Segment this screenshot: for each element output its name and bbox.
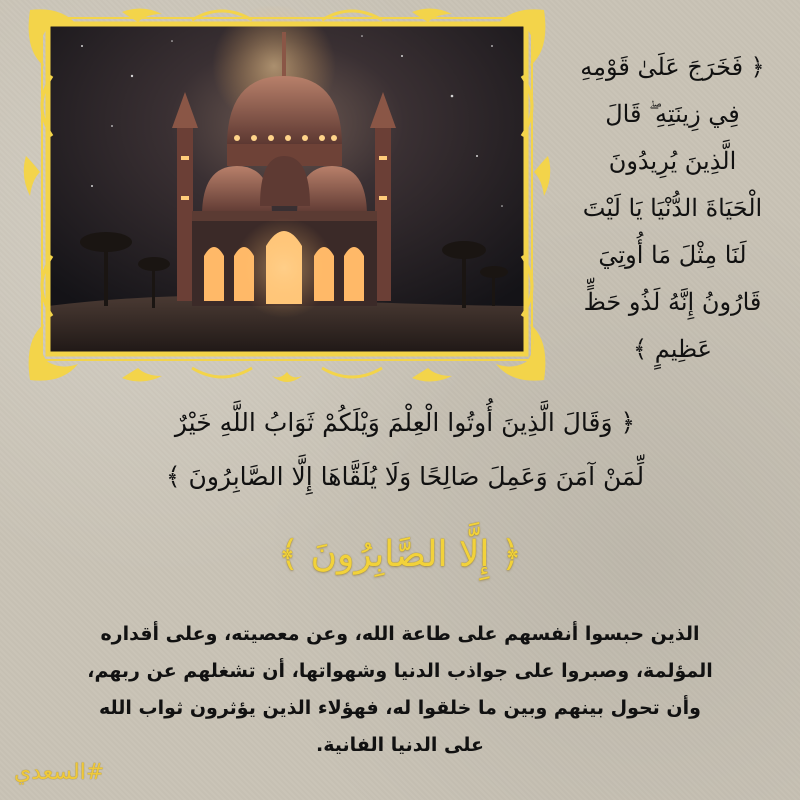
explanation-line: على الدنيا الفانية. [316,734,484,756]
verse-side-line: عَظِيمٍ ﴾ [633,335,712,363]
verse-side-line: فِي زِينَتِهِ ۖ قَالَ [605,100,740,128]
verse-wide-line: ﴿ وَقَالَ الَّذِينَ أُوتُوا الْعِلْمَ وَيْلَكُمْ ثَوَابُ اللَّهِ خَيْرٌ [174,408,636,437]
highlighted-phrase: ﴿ إِلَّا الصَّابِرُونَ ﴾ [278,533,522,575]
verse-wide-line: لِّمَنْ آمَنَ وَعَمِلَ صَالِحًا وَلَا يُلَقَّاهَا إِلَّا الصَّابِرُونَ ﴾ [165,462,645,491]
explanation-line: الذين حبسوا أنفسهم على طاعة الله، وعن معصيته، وعلى أقداره [100,623,700,645]
verse-wide-text [40,396,770,504]
mosque-crescent-night-image [22,6,552,384]
verse-side-line: الْحَيَاةَ الدُّنْيَا يَا لَيْتَ [582,194,763,222]
verse-side-line: لَنَا مِثْلَ مَا أُوتِيَ [598,241,747,269]
hashtag-link[interactable]: #السعدي [14,760,105,785]
explanation-line: وأن تحول بينهم وبين ما خلقوا له، فهؤلاء الذين يؤثرون ثواب الله [99,697,701,719]
verse-side-line: الَّذِينَ يُرِيدُونَ [608,147,737,175]
explanation-text [20,616,780,764]
verse-side-line: ﴿ فَخَرَجَ عَلَىٰ قَوْمِهِ [580,53,765,81]
verse-side-line: قَارُونُ إِنَّهُ لَذُو حَظٍّ [583,288,762,316]
explanation-line: المؤلمة، وصبروا على جواذب الدنيا وشهواتها، أن تشغلهم عن ربهم، [87,660,713,682]
mosque-crescent-image-frame [22,6,552,384]
verse-side-text [560,44,785,373]
